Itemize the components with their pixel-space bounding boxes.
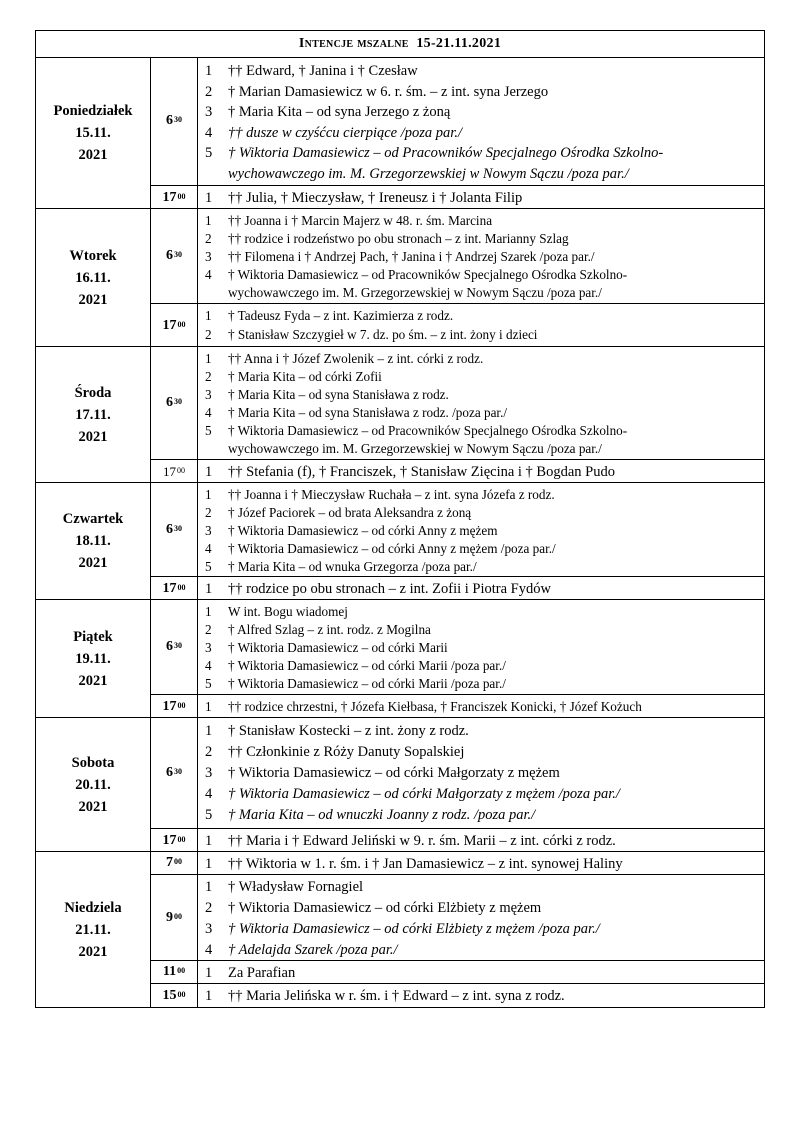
mass-time: 17 $^{00}$ [151,304,198,347]
day-year: 2021 [78,428,108,445]
day-year: 2021 [78,291,108,308]
mass-time: 17 $^{00}$ [151,460,198,483]
intention-text: † Stanisław Szczygieł w 7. dz. po śm. – z int. żony i dzieci [228,327,538,342]
intention-number: 3 [205,387,212,402]
mass-time: 6 $^{30}$ [151,718,198,828]
intention-number: 1 [205,855,213,872]
intention-text: † Wiktoria Damasiewicz – od córki Anny z mężem /poza par./ [228,541,556,556]
mass-time: 17 $^{00}$ [151,829,198,852]
time-hour: 6 [166,248,173,263]
intention-number: 1 [205,463,213,480]
intention-line [198,763,764,784]
time-hour: 11 [162,964,177,979]
intention-text: †† rodzice chrzestni, † Józefa Kiełbasa, † Franciszek Konicki, † Józef Kożuch [228,698,642,714]
day-block [36,347,764,483]
intention-text: †† Joanna i † Mieczysław Ruchała – z int. syna Józefa z rodz. [228,487,555,502]
intention-line [198,540,764,558]
intention-number: 5 [205,145,213,161]
day-block [36,600,764,718]
intention-number: 1 [205,879,213,895]
day-year: 2021 [78,943,108,960]
mass-slot [151,57,764,186]
intention-line [198,404,764,422]
intention-text: † Marian Damasiewicz w 6. r. śm. – z int. syna Jerzego [228,83,549,100]
intention-text: † Wiktoria Damasiewicz – od Pracowników Specjalnego Ośrodka Szkolno- [228,267,628,282]
intention-number: 3 [205,523,212,538]
intention-text: †† Anna i † Józef Zwolenik – z int. córki z rodz. [228,351,484,366]
intention-text: †† Maria i † Edward Jeliński w 9. r. śm. Marii – z int. córki z rodz. [228,832,616,849]
mass-slot [151,304,764,347]
intention-number: 1 [205,723,213,739]
day-date: 15.11. [75,124,111,141]
title-date-range: 15-21.11.2021 [416,36,502,51]
day-year: 2021 [78,672,108,689]
intention-line [198,187,764,209]
intention-text: Za Parafian [228,964,296,981]
intention-number: 5 [205,559,212,574]
mass-time: 6 $^{30}$ [151,600,198,694]
intention-text: † Maria Kita – od wnuka Grzegorza /poza par./ [228,559,477,574]
intention-number: 3 [205,640,212,655]
mass-time: 6 $^{30}$ [151,57,198,185]
intention-number: 4 [205,658,212,673]
intention-line [198,284,764,302]
mass-slot [151,347,764,460]
intention-line [198,164,764,185]
intention-line [198,639,764,657]
intention-number: 2 [205,622,212,637]
day-date: 20.11. [75,776,111,793]
mass-slot [151,600,764,695]
intention-number: 1 [205,698,212,714]
day-date: 21.11. [75,921,111,938]
intention-line [198,830,764,852]
intention-line [198,350,764,368]
intention-text: † Wiktoria Damasiewicz – od Pracowników Specjalnego Ośrodka Szkolno- [228,145,664,161]
mass-slot [151,577,764,600]
mass-slot [151,186,764,209]
intention-text: †† Edward, † Janina i † Czesław [228,63,418,79]
intention-number: 1 [205,351,212,366]
day-block [36,483,764,600]
intention-line [198,578,764,600]
intention-line [198,440,764,458]
intention-number: 3 [205,249,212,264]
time-hour: 17 [162,698,177,714]
day-name: Poniedziałek [53,102,133,119]
intention-text: † Wiktoria Damasiewicz – od córki Małgorzaty z mężem /poza par./ [228,786,620,802]
intention-number: 1 [205,832,213,849]
intentions-table [35,30,765,1008]
day-label [36,57,151,208]
intention-number: 4 [205,942,213,958]
time-hour: 17 [162,317,177,333]
intention-number: 2 [205,369,212,384]
intention-text: †† Maria Jelińska w r. śm. i † Edward – z int. syna z rodz. [228,987,565,1004]
day-name: Piątek [73,628,113,645]
mass-slot [151,460,764,483]
intention-text: † Wiktoria Damasiewicz – od córki Anny z mężem [228,523,498,538]
time-hour: 6 [166,765,173,780]
intention-line [198,61,764,82]
intention-line [198,123,764,144]
day-date: 18.11. [75,533,111,549]
day-label [36,209,151,346]
intention-text: † Stanisław Kostecki – z int. żony z rodz. [228,723,469,739]
intention-text: † Tadeusz Fyda – z int. Kazimierza z rodz. [228,308,454,323]
intention-number: 2 [205,744,213,760]
intention-number: 1 [205,964,213,981]
intention-line [198,853,764,875]
intention-line [198,877,764,898]
day-block [36,852,764,1007]
day-name: Wtorek [69,247,117,264]
intention-number: 2 [205,83,213,100]
intention-line [198,742,764,763]
time-hour: 15 [162,987,177,1003]
intention-text: † Wiktoria Damasiewicz – od córki Marii /poza par./ [228,676,506,691]
mass-time: 11 $^{00}$ [151,961,198,983]
intention-number: 2 [205,327,212,342]
intention-line [198,82,764,103]
intention-line [198,603,764,621]
intention-line [198,325,764,344]
time-hour: 17 [162,580,177,596]
day-label [36,600,151,717]
intention-line [198,919,764,940]
day-year: 2021 [78,146,108,163]
intention-text: †† dusze w czyśćcu cierpiące /poza par./ [228,124,462,141]
intention-text: † Maria Kita – od córki Zofii [228,369,382,384]
intention-line [198,266,764,284]
intention-number: 1 [205,487,212,502]
mass-slot [151,984,764,1007]
page-title [36,31,764,58]
day-label [36,852,151,1007]
mass-time: 17 $^{00}$ [151,695,198,718]
intention-line [198,486,764,504]
intention-text: † Maria Kita – od wnuczki Joanny z rodz. /poza par./ [228,807,536,823]
day-label [36,483,151,599]
intention-text: †† Stefania (f), † Franciszek, † Stanisław Zięcina i † Bogdan Pudo [228,463,615,480]
intention-line [198,721,764,742]
mass-slot [151,718,764,829]
mass-slot [151,852,764,875]
intention-text: † Maria Kita – od syna Stanisława z rodz. [228,387,449,402]
day-year: 2021 [78,798,108,815]
intention-number: 1 [205,308,212,323]
mass-slot [151,961,764,984]
intention-number: 4 [205,124,213,141]
intention-number: 1 [205,580,213,597]
intention-line [198,985,764,1007]
intention-line [198,248,764,266]
intention-line [198,306,764,325]
intention-text: † Wiktoria Damasiewicz – od córki Marii /poza par./ [228,658,506,673]
time-hour: 17 [163,463,176,479]
intention-line [198,422,764,440]
intention-line [198,657,764,675]
intention-text: †† rodzice po obu stronach – z int. Zofii i Piotra Fydów [228,580,551,597]
intention-line [198,522,764,540]
intention-number: 1 [205,63,213,79]
intention-line [198,898,764,919]
intention-text: † Adelajda Szarek /poza par./ [228,942,398,958]
mass-slot [151,875,764,961]
day-name: Środa [74,384,112,401]
day-name: Sobota [71,754,115,771]
intention-text: †† Joanna i † Marcin Majerz w 48. r. śm. Marcina [228,213,493,228]
intention-line [198,212,764,230]
intention-text: † Alfred Szlag – z int. rodz. z Mogilna [228,622,431,637]
intention-text: † Maria Kita – od syna Stanisława z rodz. /poza par./ [228,405,508,420]
day-label [36,718,151,851]
mass-time: 9 $^{00}$ [151,875,198,960]
day-year: 2021 [78,555,108,571]
intention-text: †† Julia, † Mieczysław, † Ireneusz i † Jolanta Filip [228,189,523,206]
intention-text: † Józef Paciorek – od brata Aleksandra z żoną [228,505,472,520]
mass-time: 6 $^{30}$ [151,209,198,303]
intention-text: †† Filomena i † Andrzej Pach, † Janina i † Andrzej Szarek /poza par./ [228,249,595,264]
mass-time: 7 $^{00}$ [151,852,198,874]
time-hour: 17 [162,832,177,848]
mass-time: 17 $^{00}$ [151,186,198,209]
day-date: 19.11. [75,650,111,667]
day-block [36,57,764,209]
intention-number: 1 [205,604,212,619]
intention-number: 4 [205,541,212,556]
intention-text: W int. Bogu wiadomej [228,604,348,619]
time-hour: 6 [166,639,173,654]
intention-text: † Wiktoria Damasiewicz – od Pracowników Specjalnego Ośrodka Szkolno- [228,423,628,438]
intention-number: 4 [205,786,213,802]
mass-slot [151,483,764,577]
intention-number: 5 [205,807,213,823]
day-name: Niedziela [64,899,122,916]
intention-text: † Władysław Fornagiel [228,879,364,895]
intention-text: wychowawczego im. M. Grzegorzewskiej w Nowym Sączu /poza par./ [228,285,602,300]
time-hour: 6 [166,113,173,128]
intention-number: 4 [205,267,212,282]
intention-number: 1 [205,189,213,206]
intention-number: 4 [205,405,212,420]
intention-text: wychowawczego im. M. Grzegorzewskiej w Nowym Sączu /poza par./ [228,441,602,456]
intention-line [198,962,764,984]
intention-line [198,784,764,805]
intention-line [198,504,764,522]
title-text: Intencje mszalne [298,36,409,51]
intention-line [198,230,764,248]
intention-text: †† Członkinie z Róży Danuty Sopalskiej [228,744,465,760]
time-hour: 6 [166,521,173,537]
intention-number: 1 [205,213,212,228]
intention-number: 2 [205,231,212,246]
mass-time: 6 $^{30}$ [151,483,198,576]
time-hour: 7 [166,855,173,870]
mass-time: 17 $^{00}$ [151,577,198,600]
intention-line [198,368,764,386]
day-label [36,347,151,482]
mass-time: 6 $^{30}$ [151,347,198,459]
intention-number: 1 [205,987,213,1004]
intention-text: † Wiktoria Damasiewicz – od córki Elżbiety z mężem /poza par./ [228,921,600,937]
intention-text: † Wiktoria Damasiewicz – od córki Elżbiety z mężem [228,900,542,916]
intention-text: † Maria Kita – od syna Jerzego z żoną [228,104,451,120]
intention-line [198,675,764,693]
mass-time: 15 $^{00}$ [151,984,198,1007]
intention-number: 2 [205,505,212,520]
intention-line [198,696,764,718]
intention-line [198,386,764,404]
mass-slot [151,829,764,852]
intention-line [198,621,764,639]
time-hour: 9 [166,909,173,925]
intention-number: 3 [205,921,213,937]
intention-text: †† Wiktoria w 1. r. śm. i † Jan Damasiewicz – z int. synowej Haliny [228,855,623,872]
intention-text: † Wiktoria Damasiewicz – od córki Małgorzaty z mężem [228,765,560,781]
intention-number: 5 [205,423,212,438]
day-date: 16.11. [75,269,111,286]
intention-line [198,143,764,164]
intention-line [198,805,764,826]
time-hour: 6 [166,395,173,410]
time-hour: 17 [162,189,177,205]
intention-number: 3 [205,104,213,120]
intention-text: †† rodzice i rodzeństwo po obu stronach – z int. Marianny Szlag [228,231,569,246]
mass-slot [151,695,764,718]
intention-text: wychowawczego im. M. Grzegorzewskiej w Nowym Sączu /poza par./ [228,165,629,182]
intention-number: 5 [205,676,212,691]
intention-line [198,558,764,576]
intention-line [198,102,764,123]
intention-number: 3 [205,765,213,781]
day-block [36,209,764,347]
mass-slot [151,209,764,304]
intention-line [198,940,764,961]
day-name: Czwartek [62,511,124,527]
day-date: 17.11. [75,406,111,423]
intention-number: 2 [205,900,213,916]
intention-text: † Wiktoria Damasiewicz – od córki Marii [228,640,448,655]
intention-line [198,461,764,483]
day-block [36,718,764,852]
